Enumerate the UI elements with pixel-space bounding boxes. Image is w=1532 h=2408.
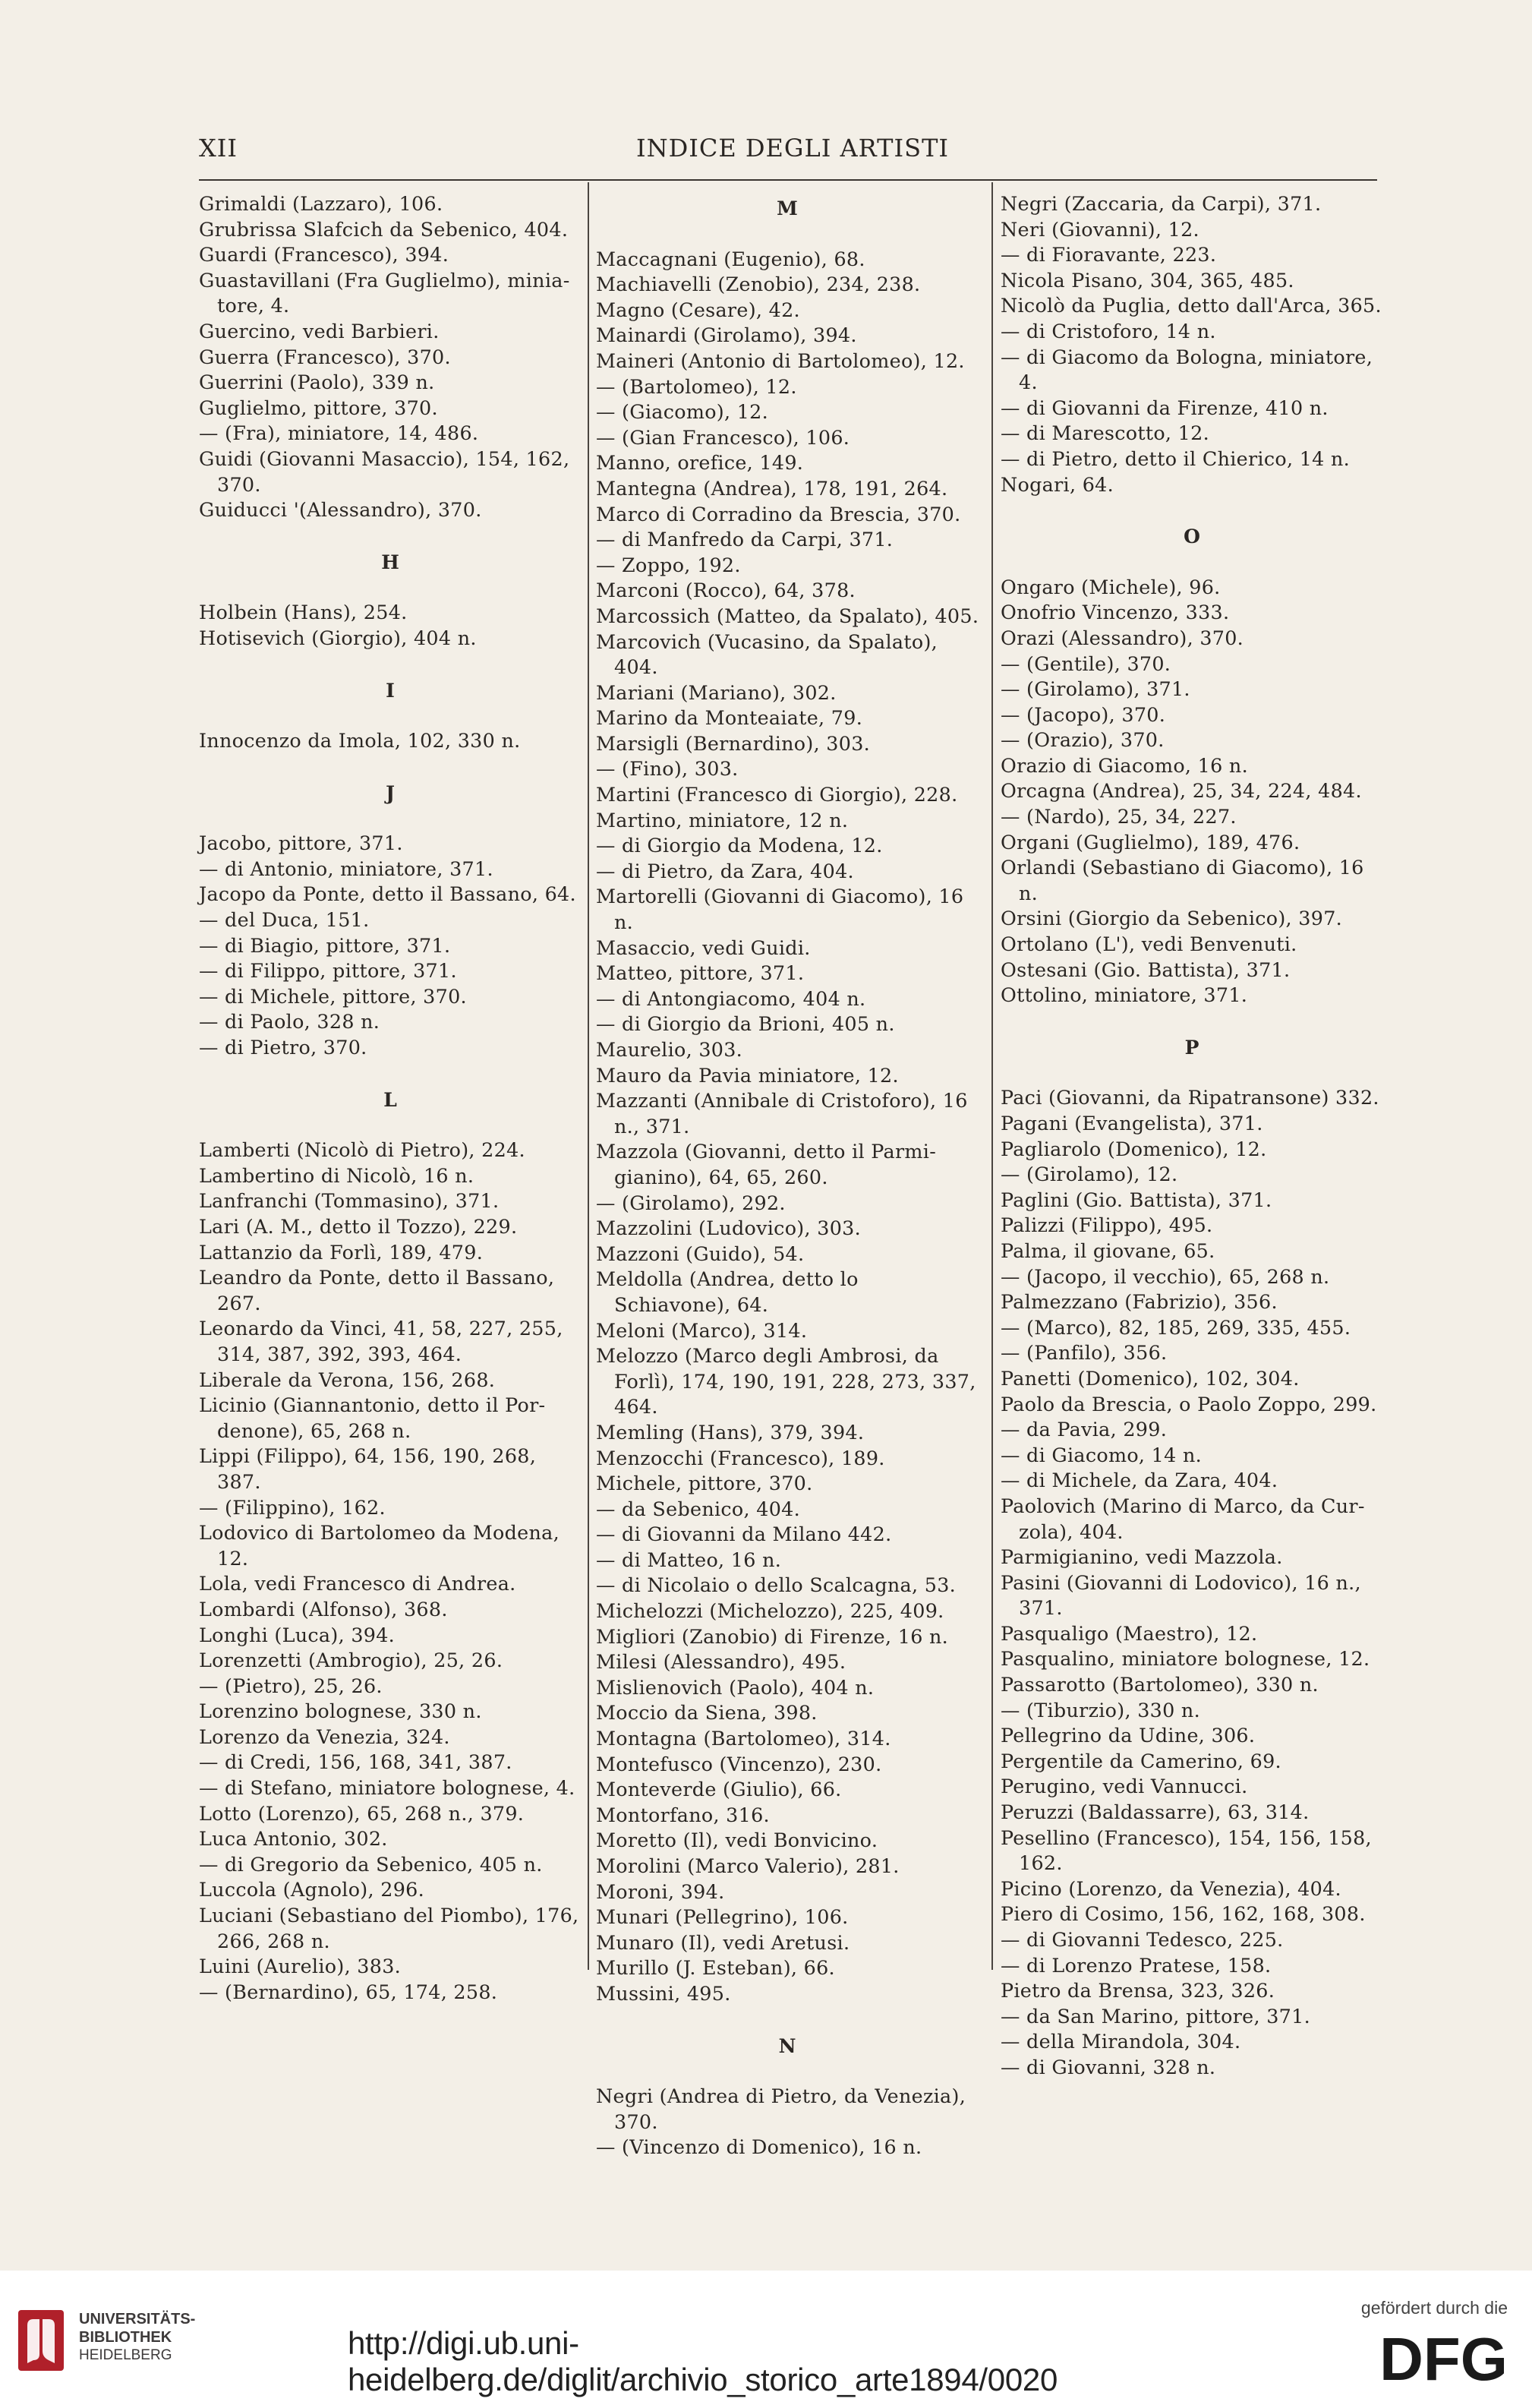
index-entry: Palmezzano (Fabrizio), 356. — [1001, 1290, 1278, 1314]
section-letter: N — [778, 2034, 797, 2057]
index-entry: Nogari, 64. — [1001, 472, 1114, 496]
index-entry: Martino, miniatore, 12 n. — [596, 808, 849, 832]
index-entry: Guiducci '(Alessandro), 370. — [199, 498, 482, 522]
index-entry: Orsini (Giorgio da Sebenico), 397. — [1001, 907, 1343, 930]
index-entry: Grubrissa Slafcich da Sebenico, 404. — [199, 217, 569, 241]
index-entry: — di Credi, 156, 168, 341, 387. — [199, 1750, 512, 1774]
index-entry: Martorelli (Giovanni di Giacomo), 16 n. — [596, 885, 964, 934]
index-entry: Martini (Francesco di Giorgio), 228. — [596, 783, 958, 806]
index-entry: Ottolino, miniatore, 371. — [1001, 983, 1248, 1007]
index-entry: — di Giovanni da Firenze, 410 n. — [1001, 396, 1329, 419]
index-entry: Pesellino (Francesco), 154, 156, 158, 162. — [1001, 1826, 1372, 1875]
index-entry: Lola, vedi Francesco di Andrea. — [199, 1572, 516, 1595]
index-entry: Migliori (Zanobio) di Firenze, 16 n. — [596, 1624, 949, 1648]
index-entry: Mazzolini (Ludovico), 303. — [596, 1217, 861, 1240]
index-entry: — di Nicolaio o dello Scalcagna, 53. — [596, 1573, 957, 1597]
index-entry: Holbein (Hans), 254. — [199, 601, 408, 624]
index-entry: Peruzzi (Baldassarre), 63, 314. — [1001, 1800, 1310, 1824]
section-letter: P — [1184, 1036, 1200, 1059]
index-entry: Pietro da Brensa, 323, 326. — [1001, 1979, 1275, 2002]
index-entry: — (Girolamo), 12. — [1001, 1163, 1178, 1186]
index-entry: Grimaldi (Lazzaro), 106. — [199, 192, 443, 215]
index-entry: Lorenzino bolognese, 330 n. — [199, 1699, 482, 1723]
index-entry: Orcagna (Andrea), 25, 34, 224, 484. — [1001, 779, 1362, 803]
index-entry: Neri (Giovanni), 12. — [1001, 217, 1199, 241]
index-entry: — di Matteo, 16 n. — [596, 1548, 782, 1571]
index-entry: — di Filippo, pittore, 371. — [199, 959, 457, 983]
index-entry: Lippi (Filippo), 64, 156, 190, 268, 387. — [199, 1444, 537, 1493]
index-entry: Matteo, pittore, 371. — [596, 961, 805, 985]
index-entry: Moroni, 394. — [596, 1879, 725, 1903]
index-entry: — di Giovanni da Milano 442. — [596, 1523, 892, 1546]
index-entry: Manno, orefice, 149. — [596, 451, 804, 475]
index-entry: Lambertino di Nicolò, 16 n. — [199, 1163, 474, 1187]
index-entry: Negri (Zaccaria, da Carpi), 371. — [1001, 192, 1322, 215]
institution-line: UNIVERSITÄTS- — [79, 2311, 196, 2328]
index-entry: Machiavelli (Zenobio), 234, 238. — [596, 273, 921, 296]
index-entry: Magno (Cesare), 42. — [596, 298, 800, 321]
index-entry: Pagliarolo (Domenico), 12. — [1001, 1137, 1267, 1160]
index-entry: — di Cristoforo, 14 n. — [1001, 319, 1216, 342]
index-entry: — di Giovanni Tedesco, 225. — [1001, 1928, 1284, 1951]
index-entry: Passarotto (Bartolomeo), 330 n. — [1001, 1673, 1319, 1696]
index-entry: Pasini (Giovanni di Lodovico), 16 n., 371. — [1001, 1570, 1361, 1620]
index-entry: Orazio di Giacomo, 16 n. — [1001, 753, 1248, 777]
index-entry: Michelozzi (Michelozzo), 225, 409. — [596, 1599, 944, 1623]
index-entry: Montagna (Bartolomeo), 314. — [596, 1727, 891, 1750]
index-entry: Nicolò da Puglia, detto dall'Arca, 365. — [1001, 294, 1382, 317]
index-entry: — di Lorenzo Pratese, 158. — [1001, 1953, 1272, 1977]
index-entry: — (Pietro), 25, 26. — [199, 1674, 383, 1697]
index-entry: Orlandi (Sebastiano di Giacomo), 16 n. — [1001, 856, 1364, 904]
index-entry: Maurelio, 303. — [596, 1038, 743, 1061]
index-column-3 — [1001, 191, 1384, 2081]
page-title: INDICE DEGLI ARTISTI — [635, 134, 950, 163]
index-entry: — da San Marino, pittore, 371. — [1001, 2004, 1310, 2028]
index-entry: — di Pietro, detto il Chierico, 14 n. — [1001, 447, 1350, 470]
index-entry: Michele, pittore, 370. — [596, 1472, 813, 1495]
index-entry: — (Jacopo), 370. — [1001, 702, 1166, 726]
index-entry: Munaro (Il), vedi Aretusi. — [596, 1930, 850, 1954]
index-entry: Luini (Aurelio), 383. — [199, 1955, 402, 1978]
index-entry: — di Manfredo da Carpi, 371. — [596, 528, 894, 551]
header-rule — [199, 179, 1377, 181]
index-entry: — (Marco), 82, 185, 269, 335, 455. — [1001, 1315, 1351, 1339]
index-entry: — di Paolo, 328 n. — [199, 1010, 380, 1034]
index-entry: Mazzoni (Guido), 54. — [596, 1242, 805, 1265]
dfg-logo-text: DFG — [1379, 2330, 1508, 2386]
index-entry: Lari (A. M., detto il Tozzo), 229. — [199, 1215, 518, 1238]
index-entry: Panetti (Domenico), 102, 304. — [1001, 1366, 1300, 1390]
section-letter: J — [386, 781, 396, 804]
index-entry: Lanfranchi (Tommasino), 371. — [199, 1189, 500, 1213]
index-entry: Munari (Pellegrino), 106. — [596, 1905, 849, 1929]
index-entry: Guerrini (Paolo), 339 n. — [199, 371, 435, 394]
index-entry: — da Pavia, 299. — [1001, 1418, 1168, 1441]
index-entry: Murillo (J. Esteban), 66. — [596, 1956, 835, 1980]
index-entry: Guidi (Giovanni Masaccio), 154, 162, 370. — [199, 447, 570, 496]
index-entry: Onofrio Vincenzo, 333. — [1001, 601, 1230, 624]
index-entry: Melozzo (Marco degli Ambrosi, da Forlì), 174, 190, 191, 228, 273, 337, 464. — [596, 1344, 976, 1419]
index-entry: Guastavillani (Fra Guglielmo), miniatore, 4. — [199, 268, 570, 317]
index-entry: — (Jacopo, il vecchio), 65, 268 n. — [1001, 1264, 1330, 1288]
index-entry: Nicola Pisano, 304, 365, 485. — [1001, 268, 1294, 292]
index-entry: Mazzanti (Annibale di Cristoforo), 16 n., 371. — [596, 1089, 968, 1138]
index-entry: Pellegrino da Udine, 306. — [1001, 1724, 1256, 1747]
index-entry: Mauro da Pavia miniatore, 12. — [596, 1063, 899, 1087]
index-entry: Guardi (Francesco), 394. — [199, 243, 449, 267]
section-letter: O — [1184, 525, 1201, 548]
section-letter: I — [386, 679, 396, 702]
index-entry: Leandro da Ponte, detto il Bassano, 267. — [199, 1266, 555, 1314]
index-entry: — (Nardo), 25, 34, 227. — [1001, 805, 1237, 828]
index-entry: Lamberti (Nicolò di Pietro), 224. — [199, 1138, 525, 1162]
index-entry: — di Stefano, miniatore bolognese, 4. — [199, 1776, 575, 1800]
index-entry: Ortolano (L'), vedi Benvenuti. — [1001, 933, 1297, 956]
index-entry: — (Fra), miniatore, 14, 486. — [199, 421, 479, 445]
digitization-footer — [0, 2271, 1532, 2408]
index-entry: Marco di Corradino da Brescia, 370. — [596, 502, 961, 525]
dfg-logo-icon — [1356, 2330, 1508, 2386]
index-entry: — (Orazio), 370. — [1001, 728, 1165, 752]
index-entry: — di Pietro, da Zara, 404. — [596, 859, 854, 882]
index-entry: — del Duca, 151. — [199, 908, 370, 932]
index-entry: Orazi (Alessandro), 370. — [1001, 626, 1244, 649]
column-divider — [588, 182, 589, 1970]
index-entry: — (Gentile), 370. — [1001, 652, 1171, 675]
index-entry: — (Giacomo), 12. — [596, 400, 769, 424]
index-entry: Piero di Cosimo, 156, 162, 168, 308. — [1001, 1902, 1366, 1926]
university-library-logo-icon — [17, 2309, 65, 2372]
index-entry: Maineri (Antonio di Bartolomeo), 12. — [596, 349, 965, 372]
index-entry: Meloni (Marco), 314. — [596, 1318, 808, 1342]
index-entry: — di Giorgio da Brioni, 405 n. — [596, 1012, 895, 1036]
index-entry: Guercino, vedi Barbieri. — [199, 319, 440, 342]
index-entry: Picino (Lorenzo, da Venezia), 404. — [1001, 1876, 1341, 1900]
index-entry: Montefusco (Vincenzo), 230. — [596, 1752, 882, 1775]
index-entry: Montorfano, 316. — [596, 1803, 770, 1826]
university-library-name — [79, 2310, 195, 2365]
index-entry: — (Girolamo), 292. — [596, 1191, 786, 1214]
index-entry: Marcossich (Matteo, da Spalato), 405. — [596, 604, 979, 627]
index-entry: — di Antongiacomo, 404 n. — [596, 986, 866, 1010]
index-entry: Menzocchi (Francesco), 189. — [596, 1446, 885, 1469]
index-entry: Lorenzetti (Ambrogio), 25, 26. — [199, 1649, 503, 1672]
index-entry: Marcovich (Vucasino, da Spalato), 404. — [596, 630, 938, 679]
index-entry: — di Giorgio da Modena, 12. — [596, 834, 883, 857]
index-entry: Mazzola (Giovanni, detto il Parmigianino), 64, 65, 260. — [596, 1140, 936, 1188]
index-entry: Palizzi (Filippo), 495. — [1001, 1213, 1213, 1237]
index-entry: Luca Antonio, 302. — [199, 1827, 388, 1851]
index-entry: Liberale da Verona, 156, 268. — [199, 1368, 496, 1391]
index-entry: Moretto (Il), vedi Bonvicino. — [596, 1829, 878, 1852]
index-entry: Morolini (Marco Valerio), 281. — [596, 1854, 900, 1877]
column-divider — [991, 182, 993, 1970]
index-entry: — (Girolamo), 371. — [1001, 677, 1190, 701]
index-entry: Paolovich (Marino di Marco, da Curzola), 404. — [1001, 1494, 1365, 1543]
index-entry: Jacopo da Ponte, detto il Bassano, 64. — [199, 882, 576, 906]
index-entry: Longhi (Luca), 394. — [199, 1623, 396, 1646]
index-entry: Pergentile da Camerino, 69. — [1001, 1749, 1281, 1772]
index-entry: — di Pietro, 370. — [199, 1036, 367, 1059]
index-entry: Monteverde (Giulio), 66. — [596, 1778, 842, 1801]
index-entry: — di Michele, da Zara, 404. — [1001, 1469, 1278, 1492]
permalink-url[interactable]: http://digi.ub.uni-heidelberg.de/diglit/archivio_storico_arte1894/0020 — [348, 2325, 1058, 2397]
index-entry: Mariani (Mariano), 302. — [596, 680, 837, 704]
index-entry: Mislienovich (Paolo), 404 n. — [596, 1675, 875, 1699]
index-entry: Licinio (Giannantonio, detto il Pordenone), 65, 268 n. — [199, 1393, 546, 1442]
index-entry: Milesi (Alessandro), 495. — [596, 1650, 846, 1674]
index-entry: — (Vincenzo di Domenico), 16 n. — [596, 2135, 922, 2159]
section-letter: H — [381, 551, 400, 573]
index-entry: — di Antonio, miniatore, 371. — [199, 857, 493, 880]
index-column-1 — [199, 191, 582, 2005]
page-number: XII — [199, 134, 238, 163]
index-entry: Marsigli (Bernardino), 303. — [596, 731, 871, 755]
index-entry: — di Giovanni, 328 n. — [1001, 2055, 1216, 2078]
index-entry: Innocenzo da Imola, 102, 330 n. — [199, 729, 521, 753]
index-entry: Guglielmo, pittore, 370. — [199, 396, 438, 419]
index-entry: Masaccio, vedi Guidi. — [596, 936, 811, 959]
index-entry: — da Sebenico, 404. — [596, 1497, 800, 1520]
index-entry: Lattanzio da Forlì, 189, 479. — [199, 1240, 484, 1264]
index-entry: Luccola (Agnolo), 296. — [199, 1878, 424, 1901]
index-entry: — (Tiburzio), 330 n. — [1001, 1698, 1200, 1722]
index-entry: Paci (Giovanni, da Ripatransone) 332. — [1001, 1086, 1379, 1109]
index-entry: Pasqualigo (Maestro), 12. — [1001, 1621, 1258, 1645]
index-entry: Lodovico di Bartolomeo da Modena, 12. — [199, 1521, 560, 1570]
index-entry: — di Marescotto, 12. — [1001, 421, 1209, 445]
index-entry: Palma, il giovane, 65. — [1001, 1239, 1215, 1262]
index-entry: Paolo da Brescia, o Paolo Zoppo, 299. — [1001, 1392, 1377, 1415]
index-entry: — (Panfilo), 356. — [1001, 1341, 1168, 1365]
index-entry: — di Biagio, pittore, 371. — [199, 933, 451, 957]
index-entry: Lotto (Lorenzo), 65, 268 n., 379. — [199, 1801, 525, 1825]
index-entry: Ongaro (Michele), 96. — [1001, 575, 1221, 598]
index-entry: Leonardo da Vinci, 41, 58, 227, 255, 314, 387, 392, 393, 464. — [199, 1317, 563, 1365]
funded-by-label: gefördert durch die — [1360, 2298, 1508, 2318]
index-entry: Parmigianino, vedi Mazzola. — [1001, 1545, 1283, 1569]
index-entry: Jacobo, pittore, 371. — [199, 832, 403, 855]
index-entry: Pagani (Evangelista), 371. — [1001, 1112, 1263, 1135]
index-entry: — (Gian Francesco), 106. — [596, 425, 850, 449]
index-entry: — Zoppo, 192. — [596, 553, 741, 576]
index-entry: — (Bartolomeo), 12. — [596, 374, 797, 398]
index-entry: Luciani (Sebastiano del Piombo), 176, 266, 268 n. — [199, 1904, 579, 1952]
index-entry: Ostesani (Gio. Battista), 371. — [1001, 958, 1291, 981]
index-entry: Meldolla (Andrea, detto lo Schiavone), 64. — [596, 1267, 859, 1316]
index-entry: — di Giacomo, 14 n. — [1001, 1443, 1202, 1466]
index-entry: Lombardi (Alfonso), 368. — [199, 1597, 448, 1621]
institution-line: HEIDELBERG — [79, 2347, 172, 2363]
index-entry: — (Bernardino), 65, 174, 258. — [199, 1980, 498, 2003]
index-column-2 — [596, 191, 979, 2160]
index-entry: Perugino, vedi Vannucci. — [1001, 1775, 1248, 1798]
index-entry: Maccagnani (Eugenio), 68. — [596, 247, 865, 270]
index-entry: Mussini, 495. — [596, 1981, 731, 2005]
index-entry: Memling (Hans), 379, 394. — [596, 1420, 865, 1444]
institution-line: BIBLIOTHEK — [79, 2329, 172, 2346]
index-entry: Mantegna (Andrea), 178, 191, 264. — [596, 476, 948, 500]
index-entry: Hotisevich (Giorgio), 404 n. — [199, 626, 477, 649]
index-entry: — di Michele, pittore, 370. — [199, 984, 467, 1008]
index-entry: Guerra (Francesco), 370. — [199, 345, 451, 368]
index-entry: — (Filippino), 162. — [199, 1495, 386, 1519]
index-entry: Negri (Andrea di Pietro, da Venezia), 370. — [596, 2085, 966, 2133]
section-letter: M — [777, 197, 799, 219]
index-entry: Pasqualino, miniatore bolognese, 12. — [1001, 1647, 1370, 1671]
index-entry: — della Mirandola, 304. — [1001, 2030, 1241, 2053]
index-entry: — di Fioravante, 223. — [1001, 243, 1217, 267]
index-entry: — di Giacomo da Bologna, miniatore, 4. — [1001, 345, 1373, 394]
index-entry: — (Fino), 303. — [596, 757, 739, 781]
section-letter: L — [383, 1088, 398, 1111]
index-entry: Marconi (Rocco), 64, 378. — [596, 579, 856, 602]
index-entry: Paglini (Gio. Battista), 371. — [1001, 1188, 1272, 1211]
index-entry: Organi (Guglielmo), 189, 476. — [1001, 830, 1300, 854]
index-entry: Mainardi (Girolamo), 394. — [596, 323, 857, 347]
index-entry: Moccio da Siena, 398. — [596, 1701, 818, 1725]
index-entry: Lorenzo da Venezia, 324. — [199, 1725, 450, 1748]
index-entry: Marino da Monteaiate, 79. — [596, 706, 863, 730]
index-entry: — di Gregorio da Sebenico, 405 n. — [199, 1852, 543, 1876]
